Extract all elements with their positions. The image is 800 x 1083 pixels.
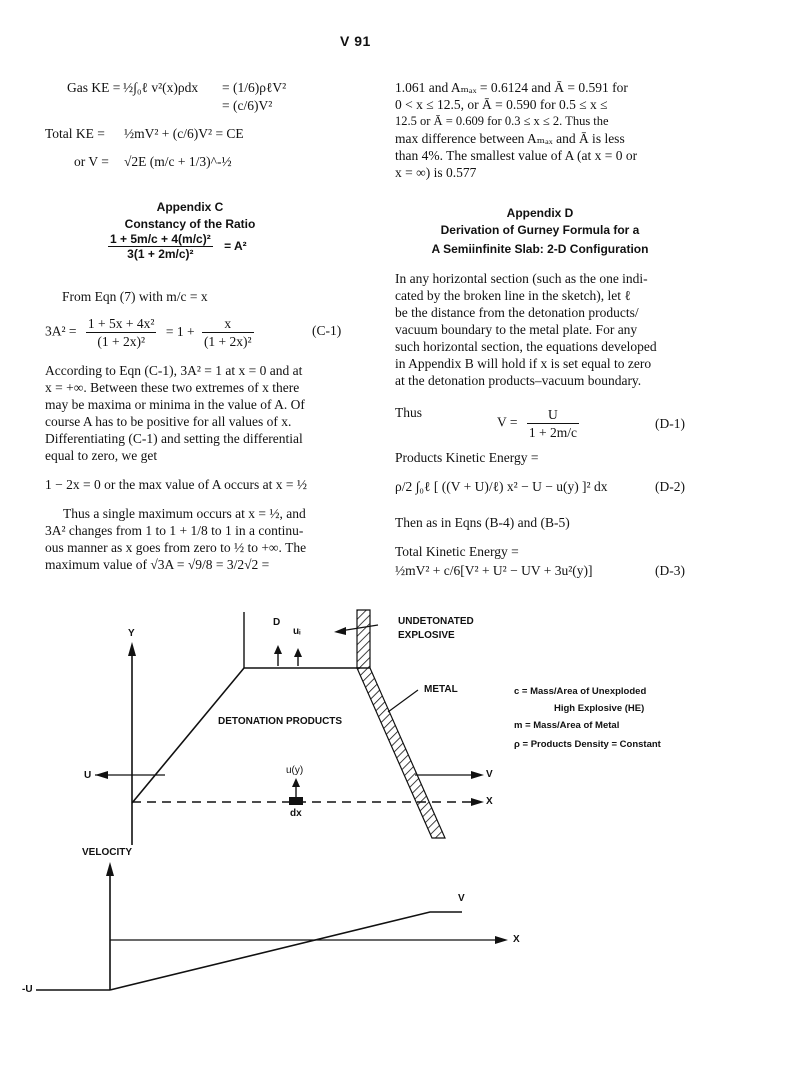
total-ke-label: Total Kinetic Energy = bbox=[395, 544, 519, 559]
total-ke-rhs: ½mV² + (c/6)V² = CE bbox=[124, 126, 244, 141]
appendix-d-p1-line: vacuum boundary to the metal plate. For any bbox=[395, 322, 638, 337]
appendix-c-p3: 1 − 2x = 0 or the max value of A occurs at x = ½ bbox=[45, 477, 308, 492]
appendix-c-p2-line: equal to zero, we get bbox=[45, 448, 158, 463]
undetonated-leader-head bbox=[334, 627, 346, 635]
eq-d1-num: U bbox=[527, 406, 579, 424]
right-top-line: 0 < x ≤ 12.5, or Ā = 0.590 for 0.5 ≤ x ≤ bbox=[395, 97, 608, 112]
y-axis-arrow bbox=[128, 642, 136, 656]
velocity-profile-line bbox=[110, 912, 462, 990]
fig-d-label: D bbox=[273, 617, 281, 628]
appendix-d-p1-line: be the distance from the detonation products/ bbox=[395, 305, 639, 320]
appendix-c-subtitle: Constancy of the Ratio bbox=[124, 217, 256, 231]
legend-c: c = Mass/Area of Unexploded bbox=[514, 686, 647, 697]
u-arrow-head bbox=[95, 771, 108, 779]
ratio-numerator: 1 + 5m/c + 4(m/c)² bbox=[110, 232, 211, 246]
fig-v-label: V bbox=[486, 769, 493, 780]
x-arrow-head bbox=[471, 798, 484, 806]
appendix-c-p2-line: course A has to be positive for all values of x. bbox=[45, 414, 292, 429]
page-number: V 91 bbox=[340, 33, 371, 49]
ratio-denominator: 3(1 + 2m/c)² bbox=[127, 247, 194, 261]
appendix-d-p1-line: at the detonation products–vacuum boundary. bbox=[395, 373, 642, 388]
eq-c1-den1: (1 + 2x)² bbox=[97, 334, 146, 349]
gas-ke-eq1: = (1/6)ρℓV² bbox=[222, 80, 287, 95]
eq-d3-expr: ½mV² + c/6[V² + U² − UV + 3u²(y)] bbox=[395, 563, 593, 578]
products-ke-label: Products Kinetic Energy = bbox=[395, 450, 539, 465]
eq-d1-label: (D-1) bbox=[655, 416, 685, 431]
uy-arrow-head bbox=[292, 778, 300, 787]
appendix-c-title: Appendix C bbox=[156, 200, 224, 214]
ui-arrow-head bbox=[294, 648, 302, 657]
fig-dx-label: dx bbox=[290, 808, 302, 819]
gas-ke-integral: ½∫₀ℓ v²(x)ρdx bbox=[123, 80, 199, 95]
or-v-lhs: or V = bbox=[74, 154, 109, 169]
eq-d3-label: (D-3) bbox=[655, 563, 685, 578]
ratio-eq: = A² bbox=[224, 238, 247, 253]
v-arrow-head bbox=[471, 771, 484, 779]
fig-u-label: U bbox=[84, 770, 92, 781]
eq-c1-den2: (1 + 2x)² bbox=[203, 334, 252, 349]
eq-d2-label: (D-2) bbox=[655, 479, 685, 494]
appendix-d-thus: Thus bbox=[395, 405, 422, 420]
appendix-c-p4-line: maximum value of √3A = √9/8 = 3/2√2 = bbox=[45, 557, 270, 572]
fig-x-label: X bbox=[486, 796, 493, 807]
appendix-c-p2-line: x = +∞. Between these two extremes of x there bbox=[45, 380, 300, 395]
appendix-d-p1-line: in Appendix B will hold if x is set equal to zero bbox=[395, 356, 652, 371]
gas-ke-eq2: = (c/6)V² bbox=[222, 98, 273, 113]
d-arrow-head bbox=[274, 645, 282, 654]
right-top-line: than 4%. The smallest value of A (at x = 0 or bbox=[395, 148, 638, 163]
appendix-c-p2-line: Differentiating (C-1) and setting the differential bbox=[45, 431, 303, 446]
fig-ui-label: uᵢ bbox=[293, 626, 301, 637]
appendix-c-p2-line: According to Eqn (C-1), 3A² = 1 at x = 0 and at bbox=[45, 363, 303, 378]
right-top-line: max difference between Aₘₐₓ and Ā is less bbox=[395, 131, 625, 146]
figure-legend bbox=[514, 683, 724, 753]
appendix-d-p2: Then as in Eqns (B-4) and (B-5) bbox=[395, 515, 570, 530]
eq-c1-mid: = 1 + bbox=[165, 323, 195, 339]
right-top-line: 12.5 or Ā = 0.609 for 0.3 ≤ x ≤ 2. Thus the bbox=[395, 114, 609, 128]
eq-c1-num2: x bbox=[202, 315, 254, 333]
metal-leader bbox=[388, 690, 418, 712]
velocity-v-label: V bbox=[458, 893, 465, 904]
fig-undetonated-label2: EXPLOSIVE bbox=[398, 630, 455, 641]
appendix-d-p1-line: such horizontal section, the equations developed bbox=[395, 339, 657, 354]
appendix-c-p4-line: 3A² changes from 1 to 1 + 1/8 to 1 in a continu- bbox=[45, 523, 304, 538]
right-top-line: 1.061 and Aₘₐₓ = 0.6124 and Ā = 0.591 for bbox=[395, 80, 628, 95]
eq-c1-num1: 1 + 5x + 4x² bbox=[87, 316, 155, 331]
appendix-d-title: Appendix D bbox=[506, 206, 574, 220]
fig-metal-label: METAL bbox=[424, 684, 458, 695]
fig-uy-label: u(y) bbox=[286, 765, 304, 776]
fig-undetonated-label1: UNDETONATED bbox=[398, 616, 474, 627]
or-v-rhs: √2E (m/c + 1/3)^-½ bbox=[124, 154, 232, 169]
appendix-c-p1: From Eqn (7) with m/c = x bbox=[62, 289, 208, 304]
products-boundary bbox=[132, 668, 360, 803]
legend-he: High Explosive (HE) bbox=[554, 703, 645, 714]
velocity-x-label: X bbox=[513, 934, 520, 945]
appendix-d-p1-line: cated by the broken line in the sketch), let ℓ bbox=[395, 288, 631, 303]
fig-y-label: Y bbox=[128, 628, 135, 639]
velocity-axis-arrow bbox=[106, 862, 114, 876]
velocity-x-axis-arrow bbox=[495, 936, 508, 944]
right-top-line: x = ∞) is 0.577 bbox=[395, 165, 477, 180]
undetonated-explosive bbox=[357, 610, 370, 668]
appendix-d-subtitle1: Derivation of Gurney Formula for a bbox=[440, 223, 640, 237]
appendix-c-p4-line: ous manner as x goes from zero to ½ to +∞. The bbox=[45, 540, 307, 555]
gas-ke-lhs: Gas KE = bbox=[67, 80, 121, 95]
legend-rho: ρ = Products Density = Constant bbox=[514, 739, 661, 750]
dx-element bbox=[289, 797, 303, 805]
legend-m: m = Mass/Area of Metal bbox=[514, 720, 620, 731]
eq-d2-expr: ρ/2 ∫₀ℓ [ ((V + U)/ℓ) x² − U − u(y) ]² dx bbox=[395, 479, 608, 494]
appendix-c-p4-line: Thus a single maximum occurs at x = ½, and bbox=[63, 506, 306, 521]
appendix-d-p1-line: In any horizontal section (such as the one indi- bbox=[395, 271, 648, 286]
eq-d1-lhs: V = bbox=[497, 414, 518, 430]
total-ke-lhs: Total KE = bbox=[45, 126, 105, 141]
fig-detonation-products-label: DETONATION PRODUCTS bbox=[218, 716, 343, 727]
appendix-c-p2-line: may be maxima or minima in the value of A. Of bbox=[45, 397, 305, 412]
eq-c1-label: (C-1) bbox=[312, 323, 342, 338]
appendix-d-subtitle2: A Semiinfinite Slab: 2-D Configuration bbox=[431, 242, 649, 256]
eq-c1-lhs: 3A² = bbox=[45, 323, 77, 339]
velocity-title: VELOCITY bbox=[82, 847, 133, 858]
eq-d1-den: 1 + 2m/c bbox=[528, 425, 577, 440]
velocity-neg-u-label: -U bbox=[22, 984, 33, 995]
